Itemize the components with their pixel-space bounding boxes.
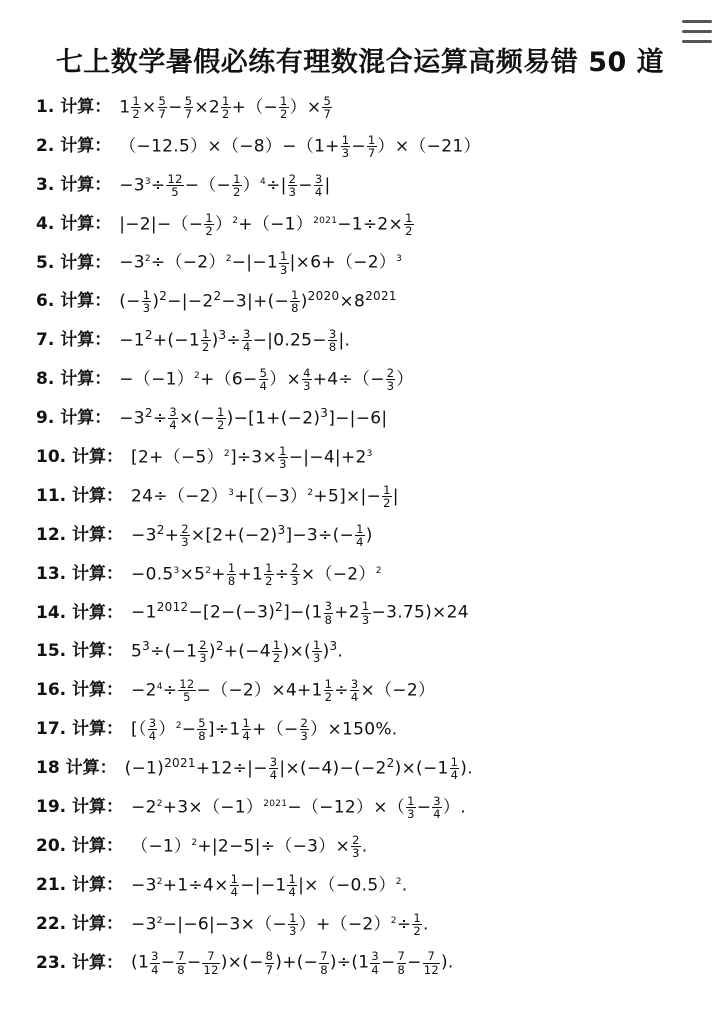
- fraction: $\frac{3}{4}$: [269, 755, 278, 783]
- exponent: 2: [159, 289, 168, 304]
- fraction: $\frac{1}{2}$: [132, 93, 140, 121]
- fraction: $\frac{1}{2}$: [201, 327, 210, 355]
- fraction: $\frac{3}{4}$: [350, 677, 359, 705]
- exponent: 2021: [164, 755, 196, 770]
- problem-item: [36, 516, 710, 555]
- problem-label: 16. 计算：: [36, 680, 124, 701]
- fraction: $\frac{1}{3}$: [280, 249, 288, 277]
- power: 2: [307, 487, 314, 498]
- exponent: 3: [277, 522, 286, 537]
- problem-label: 11. 计算：: [36, 485, 124, 506]
- fraction: $\frac{4}{3}$: [303, 366, 311, 394]
- power: 3: [173, 565, 180, 576]
- problem-item: [36, 866, 710, 905]
- problem-item: [36, 671, 710, 710]
- problem-item: [36, 905, 710, 944]
- fraction: $\frac{1}{3}$: [341, 132, 350, 160]
- fraction: $\frac{3}{4}$: [148, 716, 157, 744]
- power: 2: [144, 254, 151, 265]
- fraction: $\frac{2}{3}$: [352, 832, 360, 860]
- fraction: $\frac{1}{3}$: [312, 638, 321, 666]
- problem-expression: $-1^2+(-1$ $\frac{1}{2}$ )$^3$÷ $\frac{3}{4}$ −|0.25− $\frac{3}{8}$ |.: [119, 327, 351, 355]
- exponent: 2: [213, 289, 222, 304]
- fraction: $\frac{1}{2}$: [265, 560, 273, 588]
- power: 2: [225, 254, 232, 265]
- problem-label: 1. 计算：: [36, 96, 112, 117]
- problem-expression: $-3^2-|-6|-3\times(-$ $\frac{1}{3}$ ）$+(-2)^2\div$ $\frac{1}{2}$ .: [131, 910, 429, 938]
- fraction: $\frac{7}{12}$: [203, 949, 219, 977]
- fraction: $\frac{1}{2}$: [205, 210, 213, 238]
- problem-item: [36, 477, 710, 516]
- power: 2: [223, 448, 230, 459]
- fraction: $\frac{1}{7}$: [367, 132, 376, 160]
- fraction: $\frac{2}{3}$: [288, 171, 297, 199]
- problem-expression: （−12.5）×（−8）−（1+ $\frac{1}{3}$ − $\frac{1}{7}$ ）×（−21）: [119, 132, 481, 160]
- menu-line: [682, 30, 712, 33]
- fraction: $\frac{1}{2}$: [233, 171, 241, 199]
- fraction: $\frac{12}{5}$: [179, 677, 195, 705]
- problem-label: 3. 计算：: [36, 174, 112, 195]
- problem-item: [36, 360, 710, 399]
- power: 2: [395, 876, 402, 887]
- fraction: $\frac{7}{8}$: [397, 949, 406, 977]
- exponent: 3: [142, 639, 151, 654]
- fraction: $\frac{1}{2}$: [324, 677, 333, 705]
- problem-item: [36, 710, 710, 749]
- exponent: 2: [386, 755, 395, 770]
- fraction: $\frac{1}{2}$: [272, 638, 281, 666]
- problem-label: 20. 计算：: [36, 835, 124, 856]
- power: 2021: [313, 215, 338, 226]
- fraction: $\frac{7}{12}$: [423, 949, 439, 977]
- power: 2: [191, 837, 198, 848]
- problem-expression: $24\div(-2)^3+[(-3)^2+5]\times|-$ $\frac{1}{2}$ |: [131, 482, 399, 510]
- problem-label: 23. 计算：: [36, 952, 124, 973]
- problem-label: 19. 计算：: [36, 796, 124, 817]
- problem-item: [36, 827, 710, 866]
- power: 2: [156, 876, 163, 887]
- fraction: $\frac{1}{2}$: [221, 93, 230, 121]
- power: 2021: [263, 798, 288, 809]
- fraction: $\frac{1}{8}$: [291, 288, 299, 316]
- problem-list: [36, 88, 710, 982]
- fraction: $\frac{2}{3}$: [199, 638, 207, 666]
- fraction: $\frac{2}{3}$: [291, 560, 299, 588]
- fraction: $\frac{7}{8}$: [177, 949, 185, 977]
- fraction: $\frac{1}{2}$: [383, 482, 391, 510]
- problem-expression: $-(-1)^2+(6-$ $\frac{5}{4}$ ）× $\frac{4}{3}$ +4÷（− $\frac{2}{3}$ ）: [119, 366, 414, 394]
- fraction: $\frac{1}{2}$: [405, 210, 413, 238]
- problem-label: 6. 计算：: [36, 291, 112, 312]
- problem-label: 15. 计算：: [36, 641, 124, 662]
- fraction: $\frac{1}{3}$: [289, 910, 297, 938]
- power: 2: [232, 215, 239, 226]
- power: 2: [390, 915, 397, 926]
- power: 2: [194, 371, 201, 382]
- problem-item: [36, 321, 710, 360]
- power: 2: [375, 565, 382, 576]
- fraction: $\frac{1}{3}$: [361, 599, 370, 627]
- problem-expression: $5^3\div(-1$ $\frac{2}{3}$ )$^2$+(−4 $\frac{1}{2}$ )×( $\frac{1}{3}$ )$^3$.: [131, 638, 344, 666]
- problem-label: 17. 计算：: [36, 719, 124, 740]
- fraction: $\frac{3}{8}$: [324, 599, 333, 627]
- fraction: $\frac{5}{4}$: [259, 366, 268, 394]
- fraction: $\frac{3}{4}$: [169, 405, 177, 433]
- problem-expression: $-3^3\div$ $\frac{12}{5}$ −（− $\frac{1}{2}$ ）$^4$÷| $\frac{2}{3}$ − $\frac{3}{4}$ |: [119, 171, 331, 199]
- power: 3: [366, 448, 373, 459]
- power: 2: [156, 915, 163, 926]
- fraction: $\frac{3}{4}$: [314, 171, 323, 199]
- power: 4: [156, 682, 163, 693]
- fraction: $\frac{5}{7}$: [184, 93, 193, 121]
- exponent: 2: [144, 328, 153, 343]
- fraction: $\frac{12}{5}$: [167, 171, 183, 199]
- fraction: $\frac{2}{3}$: [181, 521, 189, 549]
- exponent: 3: [320, 405, 329, 420]
- problem-item: [36, 749, 710, 788]
- problem-label: 5. 计算：: [36, 252, 112, 273]
- power: 3: [228, 487, 235, 498]
- problem-item: [36, 205, 710, 244]
- problem-label: 10. 计算：: [36, 446, 124, 467]
- problem-item: [36, 594, 710, 633]
- fraction: $\frac{1}{4}$: [356, 521, 364, 549]
- fraction: $\frac{1}{4}$: [450, 755, 459, 783]
- power: 4: [260, 176, 267, 187]
- problem-label: 9. 计算：: [36, 408, 112, 429]
- fraction: $\frac{1}{4}$: [230, 871, 239, 899]
- fraction: $\frac{7}{8}$: [320, 949, 328, 977]
- problem-expression: (1 $\frac{3}{4}$ − $\frac{7}{8}$ − $\frac{7}{12}$ )×(− $\frac{8}{7}$ )+(− $\frac{7}{8}$ )÷(1 $\frac{3}{4}$ − $\frac{7}{8}$ − $\frac{7}{12}$ ).: [131, 949, 454, 977]
- fraction: $\frac{1}{3}$: [142, 288, 151, 316]
- problem-expression: $(-1)^{2021}+12\div|-$ $\frac{3}{4}$ $|\times(-4)-(-2^2)\times(-1$ $\frac{1}{4}$ ).: [124, 755, 473, 783]
- problem-label: 8. 计算：: [36, 369, 112, 390]
- problem-item: [36, 438, 710, 477]
- fraction: $\frac{3}{4}$: [433, 793, 441, 821]
- problem-expression: $[2+(-5)^2]\div 3\times$ $\frac{1}{3}$ $-|-4|+2^3$: [131, 443, 373, 471]
- power: 3: [144, 176, 151, 187]
- fraction: $\frac{3}{4}$: [243, 327, 251, 355]
- fraction: $\frac{3}{8}$: [328, 327, 337, 355]
- problem-expression: $-1^{2012}-[2-(-3)^2]-(1$ $\frac{3}{8}$ +2 $\frac{1}{3}$ −3.75)×24: [131, 599, 469, 627]
- problem-item: [36, 127, 710, 166]
- exponent: 2: [156, 522, 165, 537]
- problem-item: [36, 399, 710, 438]
- fraction: $\frac{2}{3}$: [300, 716, 309, 744]
- fraction: $\frac{3}{4}$: [371, 949, 379, 977]
- problem-expression: $-3^2+1\div 4\times$ $\frac{1}{4}$ −|−1 $\frac{1}{4}$ $|\times(-0.5)^2$.: [131, 871, 408, 899]
- problem-expression: $-0.5^3\times 5^2+$ $\frac{1}{8}$ +1 $\frac{1}{2}$ ÷ $\frac{2}{3}$ $\times(-2)^2$: [131, 560, 382, 588]
- problem-label: 4. 计算：: [36, 213, 112, 234]
- fraction: $\frac{1}{3}$: [407, 793, 415, 821]
- page-title: 七上数学暑假必练有理数混合运算高频易错 50 道: [55, 47, 665, 78]
- problem-item: [36, 632, 710, 671]
- fraction: $\frac{2}{3}$: [386, 366, 395, 394]
- power: 2: [175, 721, 182, 732]
- exponent: 2012: [156, 600, 189, 615]
- exponent: 2: [144, 405, 153, 420]
- problem-expression: $-2^4\div$ $\frac{12}{5}$ −（−2）×4+1 $\frac{1}{2}$ ÷ $\frac{3}{4}$ ×（−2）: [131, 677, 436, 705]
- problem-item: [36, 244, 710, 283]
- fraction: $\frac{5}{7}$: [158, 93, 167, 121]
- fraction: $\frac{1}{3}$: [279, 443, 287, 471]
- fraction: $\frac{8}{7}$: [265, 949, 274, 977]
- exponent: 2: [275, 600, 284, 615]
- problem-item: [36, 88, 710, 127]
- fraction: $\frac{1}{2}$: [413, 910, 421, 938]
- power: 2: [205, 565, 212, 576]
- problem-label: 18 计算：: [36, 758, 117, 779]
- power: 2: [156, 798, 163, 809]
- exponent: 3: [329, 639, 338, 654]
- problem-item: [36, 555, 710, 594]
- fraction: $\frac{5}{8}$: [198, 716, 206, 744]
- problem-expression: |−2|−（− $\frac{1}{2}$ ）$^2+(-1)^{2021}-1\div 2\times$ $\frac{1}{2}$: [119, 210, 413, 238]
- problem-item: [36, 788, 710, 827]
- exponent: 2: [215, 639, 224, 654]
- power: 3: [396, 254, 403, 265]
- problem-label: 14. 计算：: [36, 602, 124, 623]
- problem-label: 22. 计算：: [36, 913, 124, 934]
- exponent: 2021: [365, 289, 397, 304]
- problem-expression: (− $\frac{1}{3}$ )$^2-|-2^2-3|+(-$ $\frac{1}{8}$ )$^{2020}\times 8^{2021}$: [119, 288, 397, 316]
- fraction: $\frac{1}{4}$: [288, 871, 297, 899]
- problem-item: [36, 166, 710, 205]
- problem-label: 12. 计算：: [36, 524, 124, 545]
- menu-line: [682, 20, 712, 23]
- problem-expression: $(-1)^2+|2-5|\div(-3)\times$ $\frac{2}{3}$ .: [131, 832, 368, 860]
- problem-item: [36, 282, 710, 321]
- problem-expression: $-3^2\div$ $\frac{3}{4}$ ×(− $\frac{1}{2}$ )$-[1+(-2)^3]-|-6|$: [119, 405, 388, 433]
- fraction: $\frac{1}{2}$: [280, 93, 288, 121]
- problem-label: 7. 计算：: [36, 330, 112, 351]
- problem-label: 21. 计算：: [36, 874, 124, 895]
- problem-expression: 1 $\frac{1}{2}$ × $\frac{5}{7}$ − $\frac{5}{7}$ ×2 $\frac{1}{2}$ +（− $\frac{1}{2}$ ）× $\frac{5}{7}$: [119, 93, 332, 121]
- problem-expression: [（ $\frac{3}{4}$ ）$^2$− $\frac{5}{8}$ ]÷1 $\frac{1}{4}$ +（− $\frac{2}{3}$ ）×150%.: [131, 716, 398, 744]
- problem-expression: $-3^2\div(-2)^2-|-1$ $\frac{1}{3}$ $|\times 6+(-2)^3$: [119, 249, 403, 277]
- problem-label: 2. 计算：: [36, 135, 112, 156]
- problem-expression: $-3^2+$ $\frac{2}{3}$ $\times[2+(-2)^3]-3\div(-$ $\frac{1}{4}$ ): [131, 521, 373, 549]
- fraction: $\frac{1}{8}$: [227, 560, 236, 588]
- fraction: $\frac{3}{4}$: [151, 949, 159, 977]
- problem-expression: $-2^2+3\times(-1)^{2021}-(-12)\times$（ $\frac{1}{3}$ − $\frac{3}{4}$ ）.: [131, 793, 466, 821]
- exponent: 3: [218, 328, 227, 343]
- fraction: $\frac{5}{7}$: [323, 93, 332, 121]
- problem-item: [36, 944, 710, 983]
- exponent: 2020: [307, 289, 340, 304]
- problem-label: 13. 计算：: [36, 563, 124, 584]
- fraction: $\frac{1}{4}$: [242, 716, 251, 744]
- fraction: $\frac{1}{2}$: [217, 405, 225, 433]
